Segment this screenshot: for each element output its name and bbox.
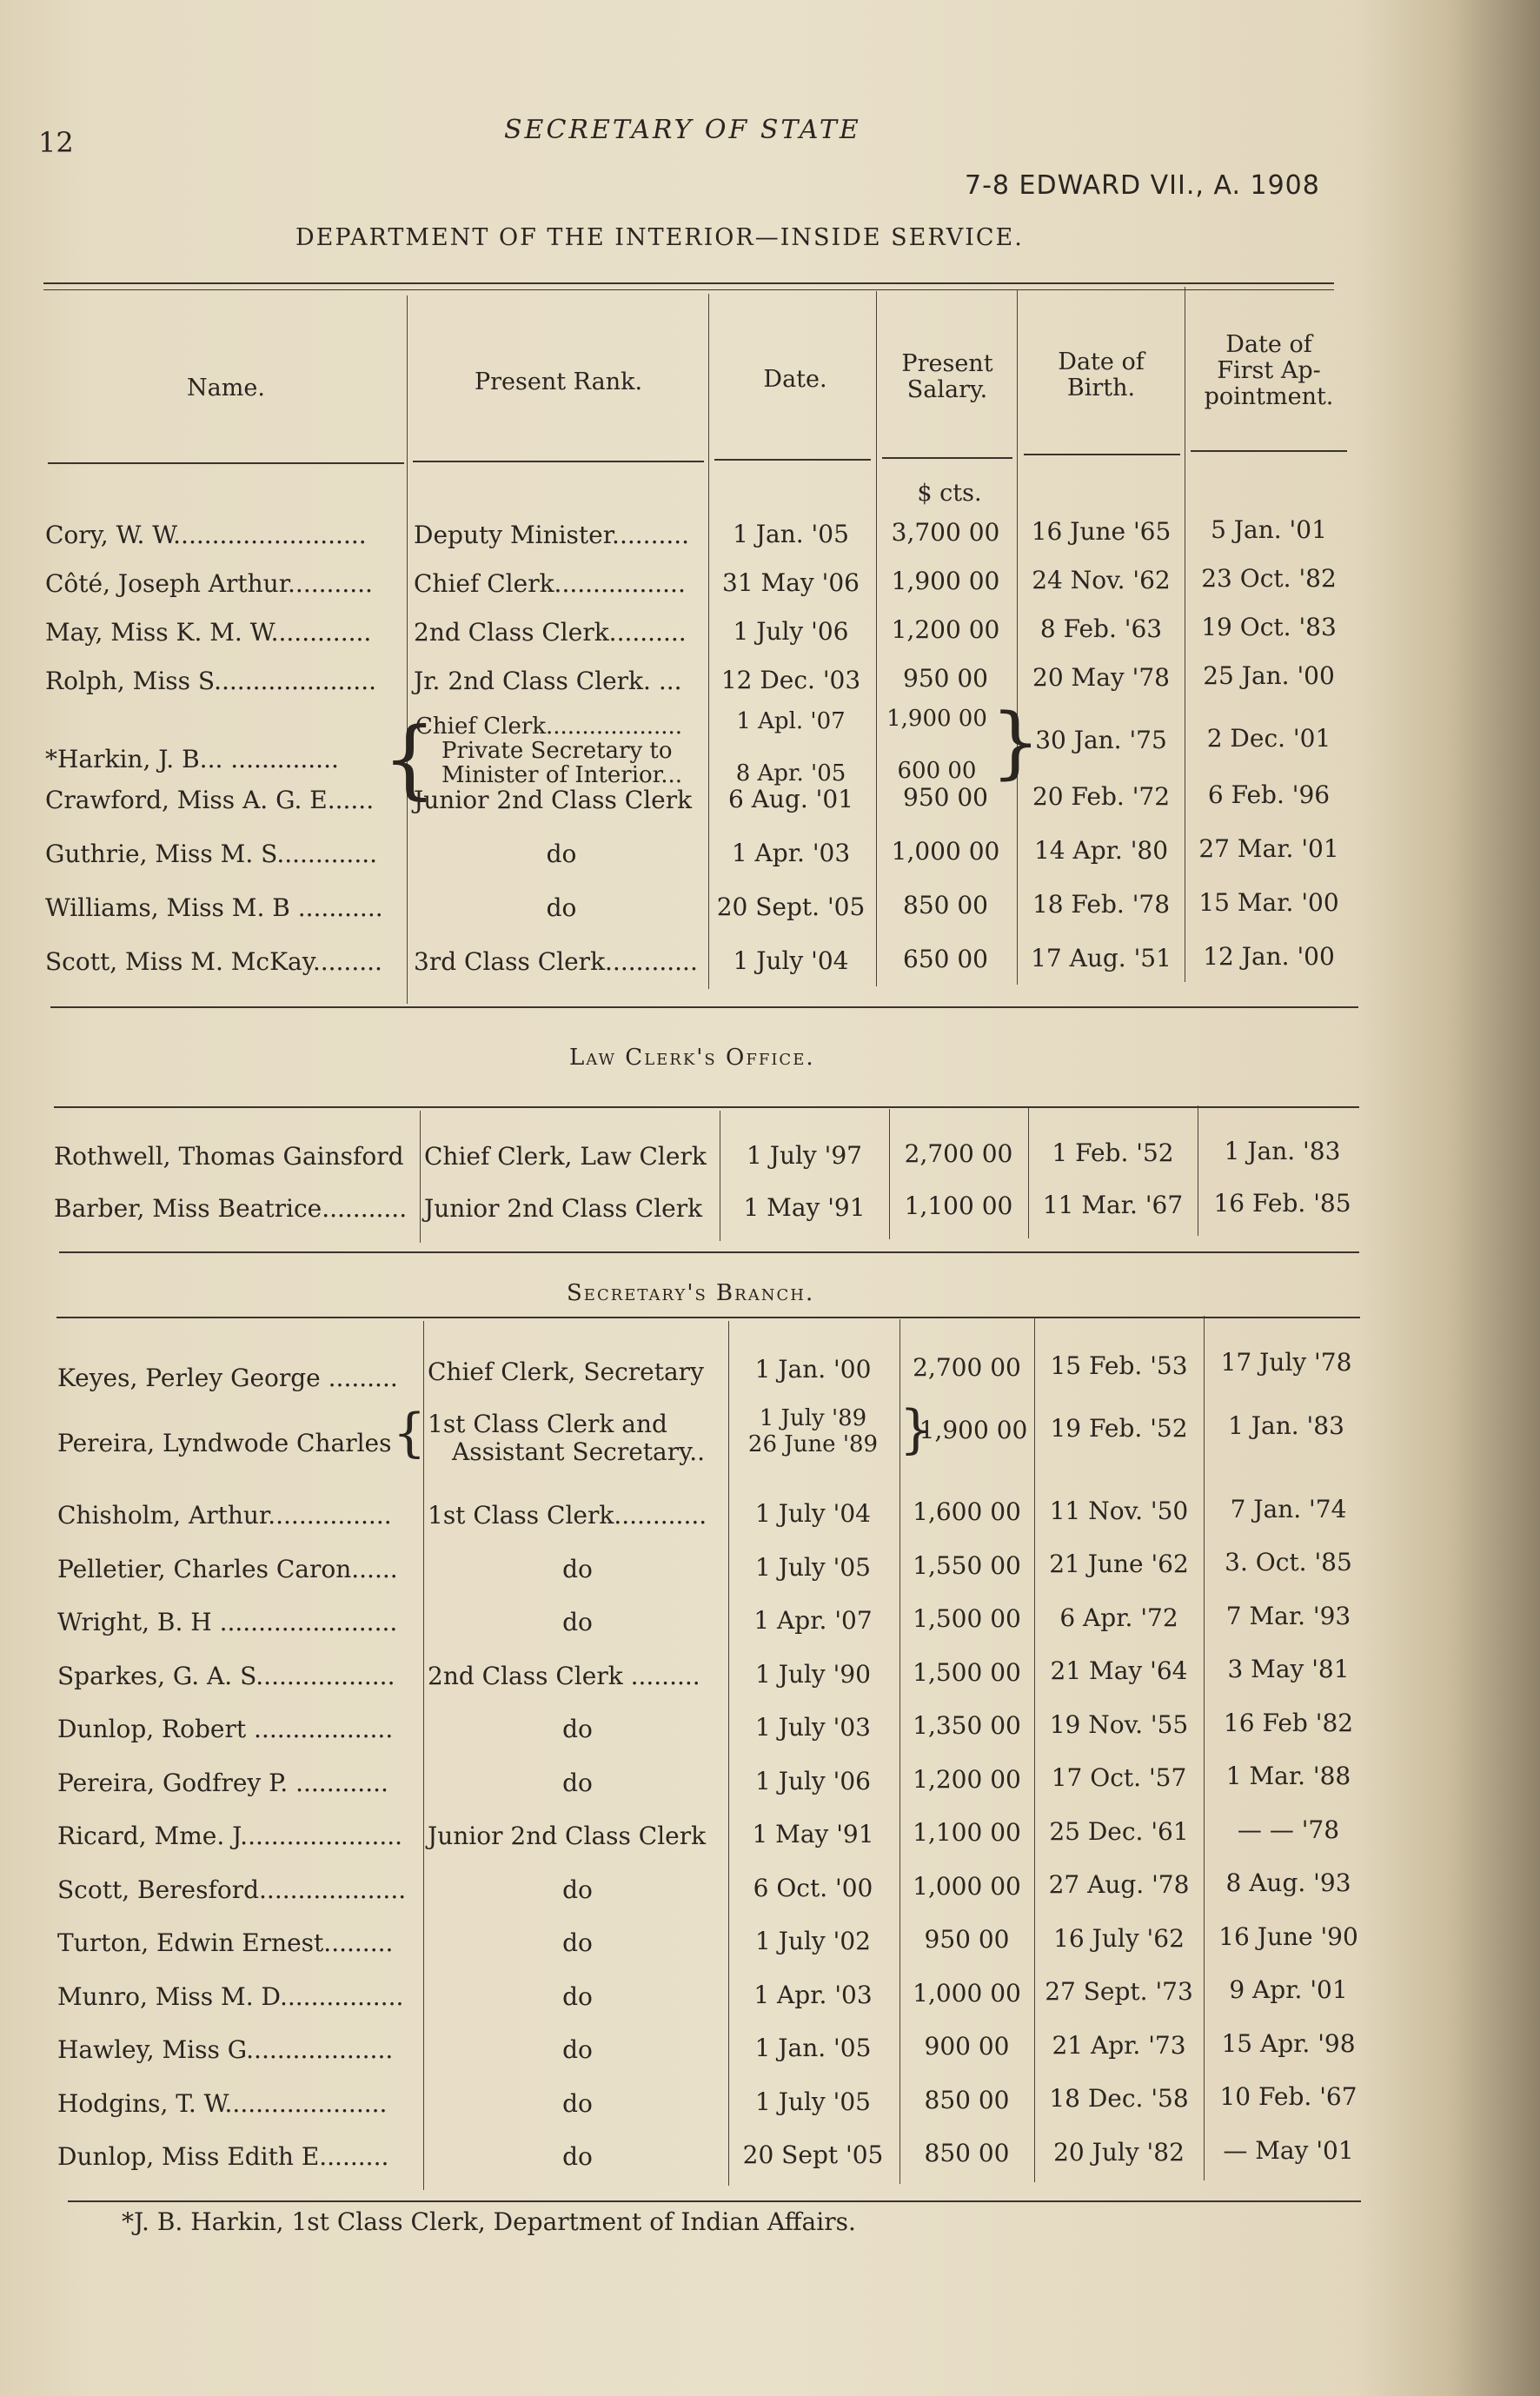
- currency-label: $ cts.: [917, 480, 982, 507]
- main-row-birth: 20 May '78: [1032, 662, 1170, 692]
- law-divider-1: [420, 1111, 421, 1243]
- sec-row-appointment: — — '78: [1237, 1815, 1340, 1844]
- sec-row-appointment: 15 Apr. '98: [1221, 2028, 1356, 2058]
- main-row-birth: 8 Feb. '63: [1039, 614, 1163, 643]
- sec-row-birth: 17 Oct. '57: [1051, 1763, 1187, 1793]
- sec-row-birth: 21 June '62: [1049, 1550, 1189, 1579]
- column-header-birth-2: Birth.: [1066, 375, 1136, 402]
- sec-row-birth: 18 Dec. '58: [1049, 2084, 1189, 2114]
- column-header-name: Name.: [187, 375, 265, 402]
- main-row-b-rank: Junior 2nd Class Clerk: [414, 786, 693, 814]
- sec-row-birth: 25 Dec. '61: [1049, 1816, 1189, 1846]
- sec-row-date: 1 Apr. '03: [753, 1980, 873, 2009]
- main-row-name: Côté, Joseph Arthur...........: [45, 569, 373, 598]
- header-separator-date: [714, 459, 871, 461]
- pereira-l-rank-1: 1st Class Clerk and: [428, 1410, 667, 1438]
- main-row-b-name: Guthrie, Miss M. S.............: [45, 840, 378, 868]
- sec-row-appointment: 16 Feb '82: [1223, 1708, 1354, 1737]
- harkin-appointment: 2 Dec. '01: [1206, 724, 1331, 753]
- sec-row-date: 1 July '05: [755, 1552, 871, 1582]
- sec-row-rank: do: [562, 1554, 593, 1583]
- sec-row-birth: 27 Sept. '73: [1045, 1977, 1193, 2007]
- law-row-name: Barber, Miss Beatrice...........: [54, 1194, 408, 1223]
- law-row-name: Rothwell, Thomas Gainsford: [54, 1142, 404, 1171]
- sec-row-rank: do: [562, 1875, 593, 1904]
- harkin-rank-2: Private Secretary to: [441, 738, 673, 764]
- sec-row-birth: 20 July '82: [1053, 2137, 1185, 2167]
- header-separator-name: [48, 462, 404, 464]
- sec-row-name: Hodgins, T. W.....................: [57, 2088, 388, 2118]
- pereira-l-appointment: 1 Jan. '83: [1228, 1411, 1344, 1440]
- main-row-name: Cory, W. W.........................: [45, 521, 367, 549]
- law-row-appointment: 16 Feb. '85: [1213, 1189, 1351, 1218]
- main-row-salary: 1,900 00: [891, 567, 1000, 595]
- law-bottom-rule: [59, 1251, 1359, 1253]
- law-row-rank: Chief Clerk, Law Clerk: [424, 1142, 707, 1171]
- sec-row-date: 1 July '02: [755, 1927, 871, 1956]
- header-separator-salary: [882, 457, 1012, 459]
- main-row-b-date: 6 Aug. '01: [727, 784, 854, 813]
- harkin-date-2: 8 Apr. '05: [735, 760, 846, 786]
- pereira-l-date-2: 26 June '89: [747, 1431, 879, 1457]
- sec-row-name: Dunlop, Miss Edith E.........: [57, 2142, 389, 2171]
- sec-row-date: 20 Sept '05: [742, 2140, 884, 2170]
- main-row-date: 1 Jan. '05: [733, 519, 849, 548]
- sec-row-appointment: 9 Apr. '01: [1229, 1975, 1348, 2005]
- main-row-b-date: 20 Sept. '05: [716, 892, 866, 921]
- keyes-date: 1 Jan. '00: [754, 1355, 872, 1384]
- pereira-l-rank-2: Assistant Secretary..: [452, 1437, 706, 1466]
- sec-row-salary: 850 00: [924, 2085, 1010, 2114]
- law-divider-4: [1028, 1108, 1029, 1238]
- harkin-rank-1: Chief Clerk...................: [415, 713, 683, 740]
- sec-row-name: Munro, Miss M. D................: [57, 1981, 404, 2011]
- sec-row-salary: 900 00: [924, 2032, 1010, 2061]
- sec-row-name: Chisholm, Arthur................: [57, 1501, 392, 1530]
- law-row-appointment: 1 Jan. '83: [1224, 1137, 1341, 1165]
- main-row-b-name: Williams, Miss M. B ...........: [45, 893, 383, 922]
- column-header-appt-2: First Ap-: [1217, 357, 1321, 384]
- law-row-salary: 1,100 00: [904, 1191, 1013, 1220]
- main-row-b-appointment: 6 Feb. '96: [1207, 780, 1331, 809]
- main-row-rank: 2nd Class Clerk..........: [414, 618, 687, 647]
- main-row-b-birth: 17 Aug. '51: [1031, 943, 1172, 972]
- main-row-b-rank: 3rd Class Clerk............: [414, 947, 698, 976]
- harkin-rank-3: Minister of Interior...: [441, 762, 683, 788]
- sec-row-salary: 1,200 00: [913, 1764, 1021, 1794]
- sec-row-birth: 21 May '64: [1050, 1656, 1188, 1686]
- sec-row-name: Dunlop, Robert ..................: [57, 1715, 394, 1743]
- sec-row-birth: 16 July '62: [1053, 1923, 1185, 1953]
- harkin-name: *Harkin, J. B... ..............: [45, 745, 339, 773]
- main-row-date: 1 July '06: [733, 616, 849, 646]
- column-header-appt-1: Date of: [1225, 331, 1312, 358]
- sec-row-rank: do: [562, 1768, 593, 1797]
- sec-row-date: 1 July '04: [755, 1499, 871, 1529]
- pereira-salary-brace: }: [899, 1399, 933, 1460]
- sec-row-appointment: 16 June '90: [1218, 1921, 1358, 1951]
- sec-row-salary: 1,350 00: [913, 1711, 1021, 1741]
- sec-row-rank: 2nd Class Clerk .........: [428, 1661, 700, 1690]
- secretary-section-title: Secretary's Branch.: [567, 1280, 815, 1306]
- main-row-b-birth: 18 Feb. '78: [1032, 889, 1171, 919]
- column-header-appt-3: pointment.: [1204, 383, 1334, 410]
- sec-row-name: Hawley, Miss G...................: [57, 2035, 394, 2064]
- sec-row-birth: 27 Aug. '78: [1048, 1870, 1190, 1900]
- page-number: 12: [38, 126, 74, 159]
- department-title: DEPARTMENT OF THE INTERIOR—INSIDE SERVICE.: [295, 224, 1024, 251]
- sec-row-appointment: 10 Feb. '67: [1219, 2082, 1357, 2112]
- keyes-appointment: 17 July '78: [1220, 1348, 1352, 1377]
- sec-row-appointment: — May '01: [1223, 2135, 1354, 2165]
- column-header-birth-1: Date of: [1058, 348, 1145, 375]
- main-row-b-name: Crawford, Miss A. G. E......: [45, 786, 375, 814]
- main-row-b-rank: do: [546, 893, 577, 922]
- main-row-appointment: 23 Oct. '82: [1201, 564, 1337, 593]
- sec-row-salary: 1,500 00: [913, 1657, 1021, 1687]
- law-row-birth: 11 Mar. '67: [1042, 1190, 1184, 1219]
- main-row-birth: 16 June '65: [1031, 516, 1172, 546]
- sec-row-rank: do: [562, 2035, 593, 2064]
- column-header-date: Date.: [763, 366, 827, 393]
- main-row-b-date: 1 Apr. '03: [731, 838, 851, 867]
- sec-row-name: Ricard, Mme. J.....................: [57, 1822, 403, 1850]
- column-header-salary-2: Salary.: [906, 376, 988, 403]
- law-section-title: Law Clerk's Office.: [569, 1045, 815, 1071]
- sec-row-rank: do: [562, 1608, 593, 1636]
- main-row-birth: 24 Nov. '62: [1032, 565, 1171, 594]
- law-row-rank: Junior 2nd Class Clerk: [424, 1194, 703, 1223]
- sec-row-date: 1 July '03: [755, 1713, 871, 1742]
- sec-row-birth: 19 Nov. '55: [1049, 1709, 1189, 1739]
- main-row-b-rank: do: [546, 840, 577, 868]
- main-row-appointment: 25 Jan. '00: [1203, 661, 1335, 690]
- column-header-salary-1: Present: [901, 350, 993, 377]
- sec-row-name: Scott, Beresford...................: [57, 1875, 407, 1904]
- main-row-b-appointment: 15 Mar. '00: [1198, 888, 1339, 917]
- main-row-rank: Deputy Minister..........: [414, 521, 690, 549]
- header-separator-appt: [1191, 450, 1347, 452]
- pereira-name-brace: {: [393, 1403, 427, 1463]
- sec-row-birth: 21 Apr. '73: [1052, 2030, 1186, 2060]
- main-row-salary: 950 00: [903, 664, 988, 693]
- keyes-salary: 2,700 00: [913, 1353, 1021, 1382]
- sec-row-date: 1 Jan. '05: [754, 2034, 872, 2063]
- pereira-l-name: Pereira, Lyndwode Charles: [57, 1429, 392, 1457]
- main-row-b-salary: 1,000 00: [891, 837, 1000, 866]
- sec-row-rank: do: [562, 2142, 593, 2171]
- header-separator-rank: [413, 461, 704, 462]
- sec-row-salary: 850 00: [924, 2139, 1010, 2168]
- secretary-top-rule: [56, 1317, 1360, 1318]
- sec-row-salary: 1,100 00: [913, 1818, 1021, 1848]
- sec-row-birth: 6 Apr. '72: [1059, 1603, 1178, 1632]
- sec-row-name: Turton, Edwin Ernest.........: [57, 1928, 394, 1957]
- main-row-b-salary: 950 00: [903, 783, 988, 812]
- sec-row-salary: 1,550 00: [913, 1550, 1021, 1580]
- column-divider-4: [1017, 289, 1018, 985]
- sec-row-salary: 1,600 00: [913, 1497, 1021, 1527]
- law-row-birth: 1 Feb. '52: [1052, 1138, 1174, 1167]
- main-row-rank: Chief Clerk.................: [414, 569, 686, 598]
- header-top-rule: [43, 282, 1334, 284]
- main-row-name: May, Miss K. M. W.............: [45, 618, 372, 647]
- sec-row-salary: 1,500 00: [913, 1604, 1021, 1634]
- main-row-b-name: Scott, Miss M. McKay.........: [45, 947, 382, 976]
- keyes-rank: Chief Clerk, Secretary: [428, 1357, 704, 1386]
- main-row-b-salary: 650 00: [903, 945, 988, 973]
- main-row-b-appointment: 27 Mar. '01: [1198, 834, 1339, 863]
- sec-row-date: 6 Oct. '00: [753, 1873, 873, 1902]
- sec-row-rank: 1st Class Clerk............: [428, 1501, 707, 1530]
- sec-row-birth: 11 Nov. '50: [1049, 1496, 1189, 1525]
- law-row-salary: 2,700 00: [904, 1139, 1013, 1168]
- harkin-salary-1: 1,900 00: [886, 706, 987, 732]
- sec-row-name: Pelletier, Charles Caron......: [57, 1554, 398, 1583]
- main-row-date: 31 May '06: [722, 567, 860, 597]
- main-row-rank: Jr. 2nd Class Clerk. ...: [414, 667, 682, 695]
- sec-row-appointment: 3 May '81: [1227, 1655, 1350, 1684]
- main-row-b-birth: 20 Feb. '72: [1032, 781, 1171, 811]
- law-top-rule: [54, 1106, 1359, 1108]
- law-row-date: 1 July '97: [747, 1140, 862, 1170]
- harkin-salary-brace: }: [991, 697, 1041, 788]
- sec-row-name: Wright, B. H .......................: [57, 1608, 398, 1636]
- secretary-bottom-rule: [68, 2200, 1361, 2202]
- footnote: *J. B. Harkin, 1st Class Clerk, Department of Indian Affairs.: [122, 2207, 856, 2236]
- main-row-appointment: 19 Oct. '83: [1201, 613, 1337, 641]
- sec-row-rank: Junior 2nd Class Clerk: [428, 1822, 707, 1850]
- main-row-b-date: 1 July '04: [733, 946, 849, 975]
- sec-row-appointment: 1 Mar. '88: [1225, 1762, 1351, 1791]
- main-row-appointment: 5 Jan. '01: [1211, 515, 1327, 544]
- header-top-rule-2: [43, 289, 1334, 290]
- harkin-salary-2: 600 00: [897, 758, 977, 784]
- main-table-bottom-rule: [50, 1006, 1358, 1008]
- sec-row-salary: 1,000 00: [913, 1871, 1021, 1901]
- header-separator-birth: [1024, 454, 1180, 455]
- harkin-rank-brace: {: [382, 710, 437, 809]
- keyes-name: Keyes, Perley George .........: [57, 1364, 398, 1392]
- sec-row-date: 1 July '90: [755, 1659, 871, 1689]
- keyes-birth: 15 Feb. '53: [1050, 1351, 1188, 1380]
- pereira-l-date-1: 1 July '89: [759, 1405, 867, 1431]
- sec-row-date: 1 May '91: [752, 1820, 874, 1849]
- sec-row-rank: do: [562, 1715, 593, 1743]
- sec-row-name: Sparkes, G. A. S..................: [57, 1661, 395, 1690]
- sec-row-rank: do: [562, 1928, 593, 1957]
- sec-row-name: Pereira, Godfrey P. ............: [57, 1768, 388, 1797]
- sec-row-date: 1 July '05: [755, 2087, 871, 2116]
- main-row-b-appointment: 12 Jan. '00: [1203, 942, 1335, 971]
- column-divider-1: [407, 295, 408, 1004]
- sec-row-appointment: 7 Jan. '74: [1230, 1494, 1347, 1523]
- harkin-birth: 30 Jan. '75: [1035, 726, 1167, 754]
- edition-line: 7-8 EDWARD VII., A. 1908: [965, 170, 1320, 201]
- main-row-salary: 3,700 00: [891, 518, 1000, 547]
- main-row-b-salary: 850 00: [903, 891, 988, 919]
- main-row-b-birth: 14 Apr. '80: [1033, 835, 1169, 865]
- sec-row-appointment: 3. Oct. '85: [1225, 1548, 1352, 1577]
- harkin-date-1: 1 Apl. '07: [736, 708, 846, 734]
- sec-row-rank: do: [562, 1981, 593, 2011]
- sec-row-appointment: 7 Mar. '93: [1225, 1601, 1351, 1630]
- running-title: SECRETARY OF STATE: [504, 115, 861, 145]
- main-row-name: Rolph, Miss S.....................: [45, 667, 377, 695]
- main-row-date: 12 Dec. '03: [720, 665, 861, 694]
- pereira-l-salary: 1,900 00: [919, 1416, 1028, 1444]
- sec-row-appointment: 8 Aug. '93: [1225, 1868, 1351, 1898]
- sec-row-rank: do: [562, 2088, 593, 2118]
- pereira-l-birth: 19 Feb. '52: [1050, 1414, 1188, 1443]
- column-header-rank: Present Rank.: [474, 368, 643, 395]
- main-row-salary: 1,200 00: [891, 615, 1000, 644]
- sec-row-salary: 950 00: [924, 1925, 1010, 1955]
- sec-row-date: 1 Apr. '07: [753, 1606, 873, 1636]
- law-row-date: 1 May '91: [743, 1192, 866, 1222]
- sec-row-date: 1 July '06: [755, 1766, 871, 1795]
- sec-row-salary: 1,000 00: [913, 1978, 1021, 2008]
